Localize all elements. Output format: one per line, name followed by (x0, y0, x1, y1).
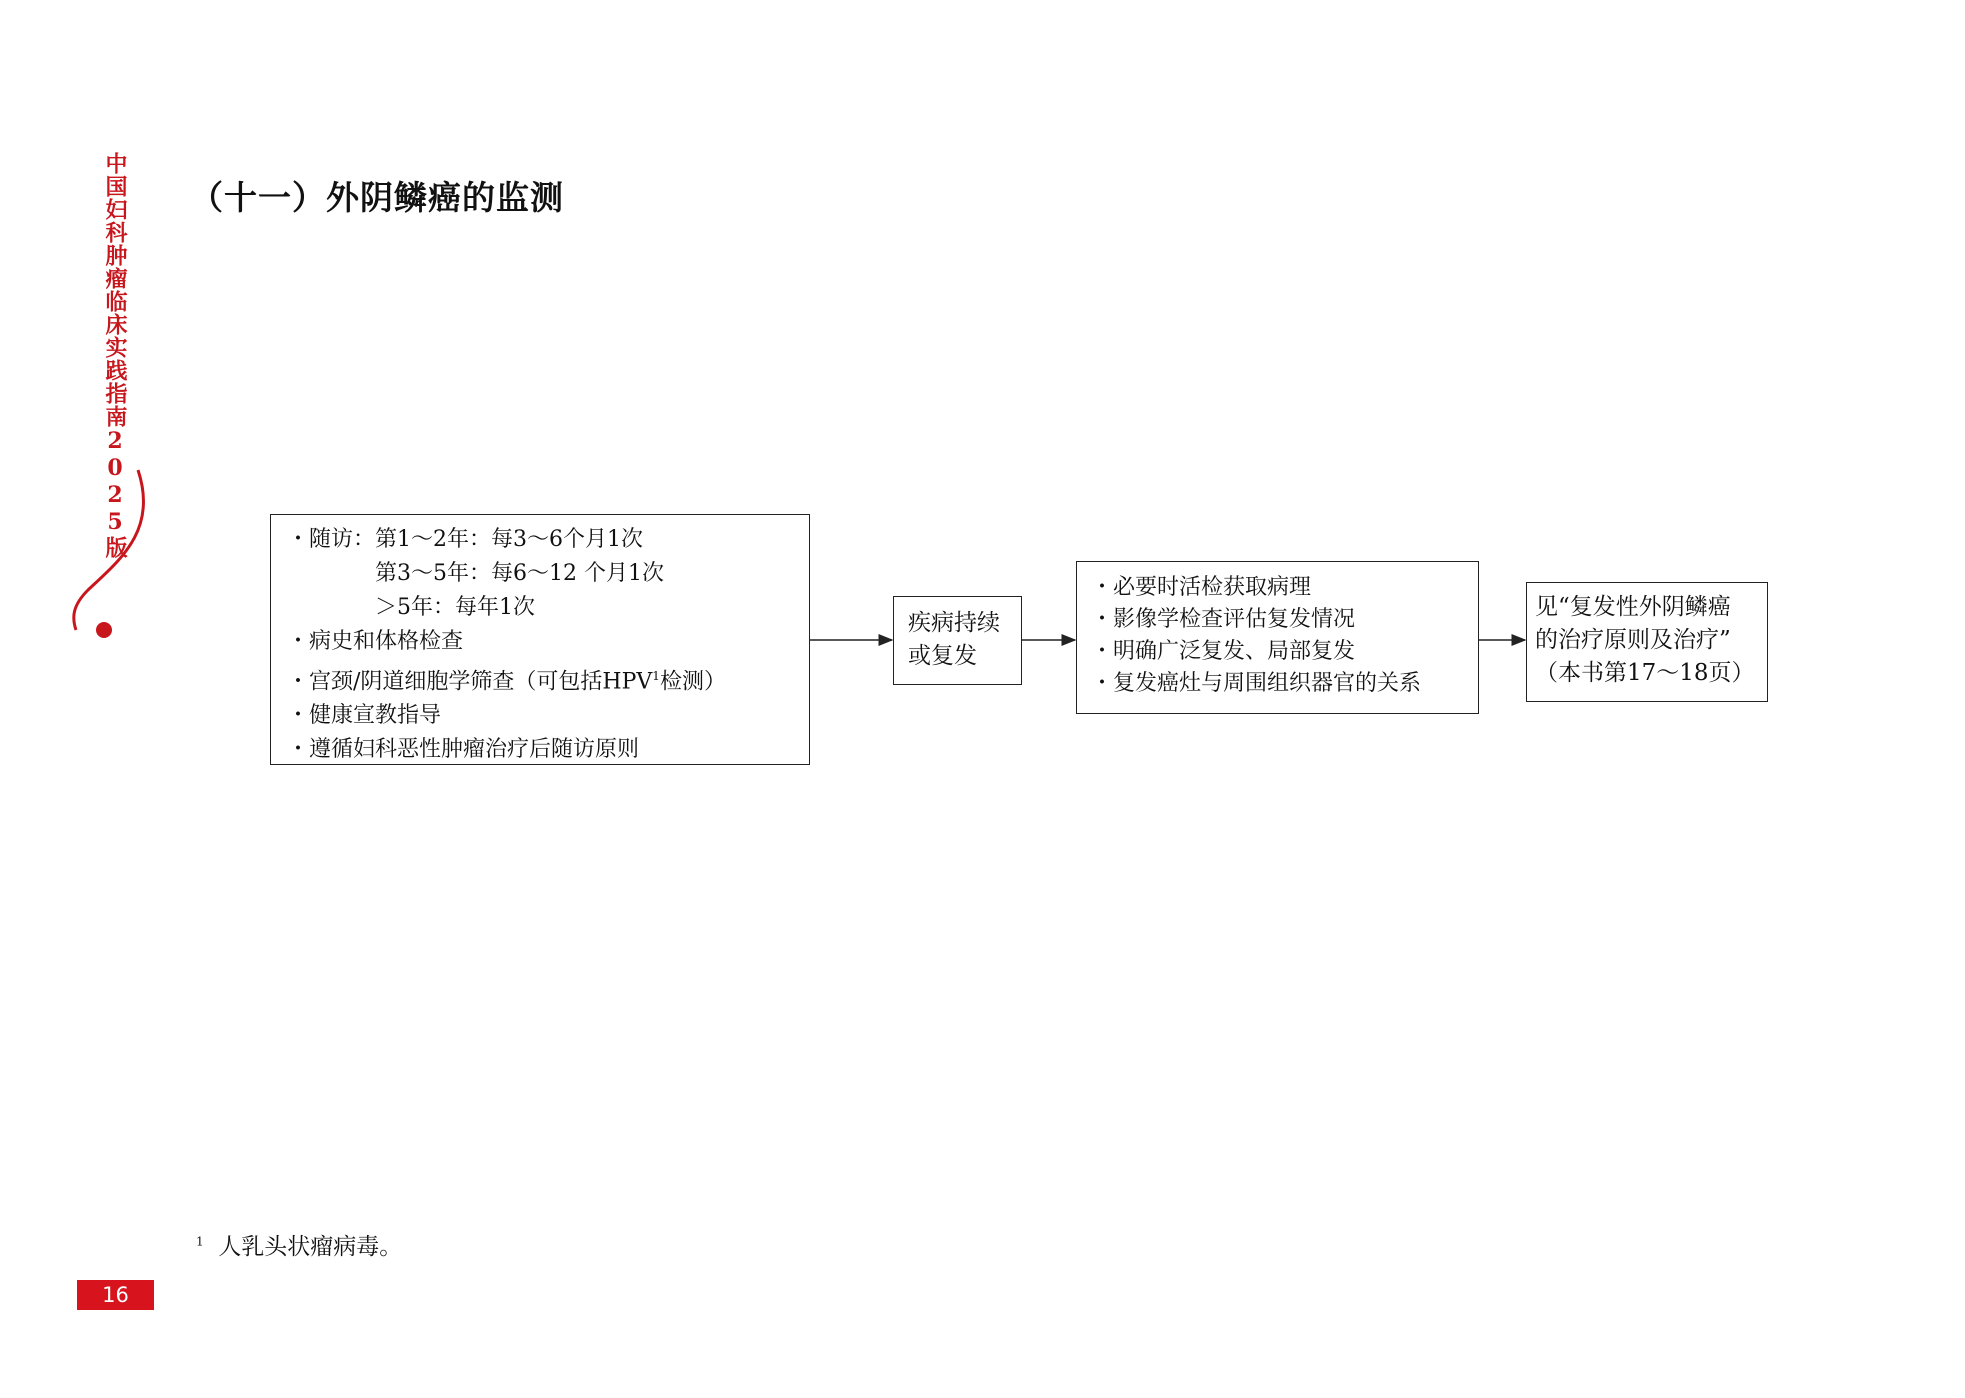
box2-line-2: 或复发 (908, 643, 977, 669)
workup-item-relation: ・复发癌灶与周围组织器官的关系 (1091, 671, 1422, 696)
workup-item-biopsy: ・必要时活检获取病理 (1091, 575, 1312, 600)
followup-line-1: ・随访：第1～2年：每3～6个月1次 (287, 527, 644, 552)
page-number: 16 (77, 1280, 154, 1310)
workup-item-extent: ・明确广泛复发、局部复发 (1091, 639, 1356, 664)
followup-item-history: ・病史和体格检查 (287, 629, 464, 654)
box4-line-1: 见“复发性外阴鳞癌 (1535, 594, 1731, 620)
followup-line-2: 第3～5年：每6～12 个月1次 (375, 561, 664, 586)
box4-line-2: 的治疗原则及治疗” (1535, 627, 1731, 653)
footnote: $^1$ 人乳头状瘤病毒。 (196, 1234, 403, 1260)
box4-line-3: （本书第17～18页） (1535, 660, 1755, 686)
followup-item-education: ・健康宣教指导 (287, 703, 442, 729)
section-title: （十一）外阴鳞癌的监测 (190, 178, 564, 217)
followup-line-3: ＞5年：每年1次 (375, 595, 535, 620)
followup-item-principle: ・遵循妇科恶性肿瘤治疗后随访原则 (287, 737, 640, 763)
box2-line-1: 疾病持续 (908, 610, 1000, 636)
workup-item-imaging: ・影像学检查评估复发情况 (1091, 607, 1356, 632)
sidebar-book-title: 中国妇科肿瘤临床实践指南2025版 (102, 152, 128, 559)
followup-item-cytology: ・宫颈/阴道细胞学筛查（可包括HPV$^1$检测） (287, 669, 726, 695)
